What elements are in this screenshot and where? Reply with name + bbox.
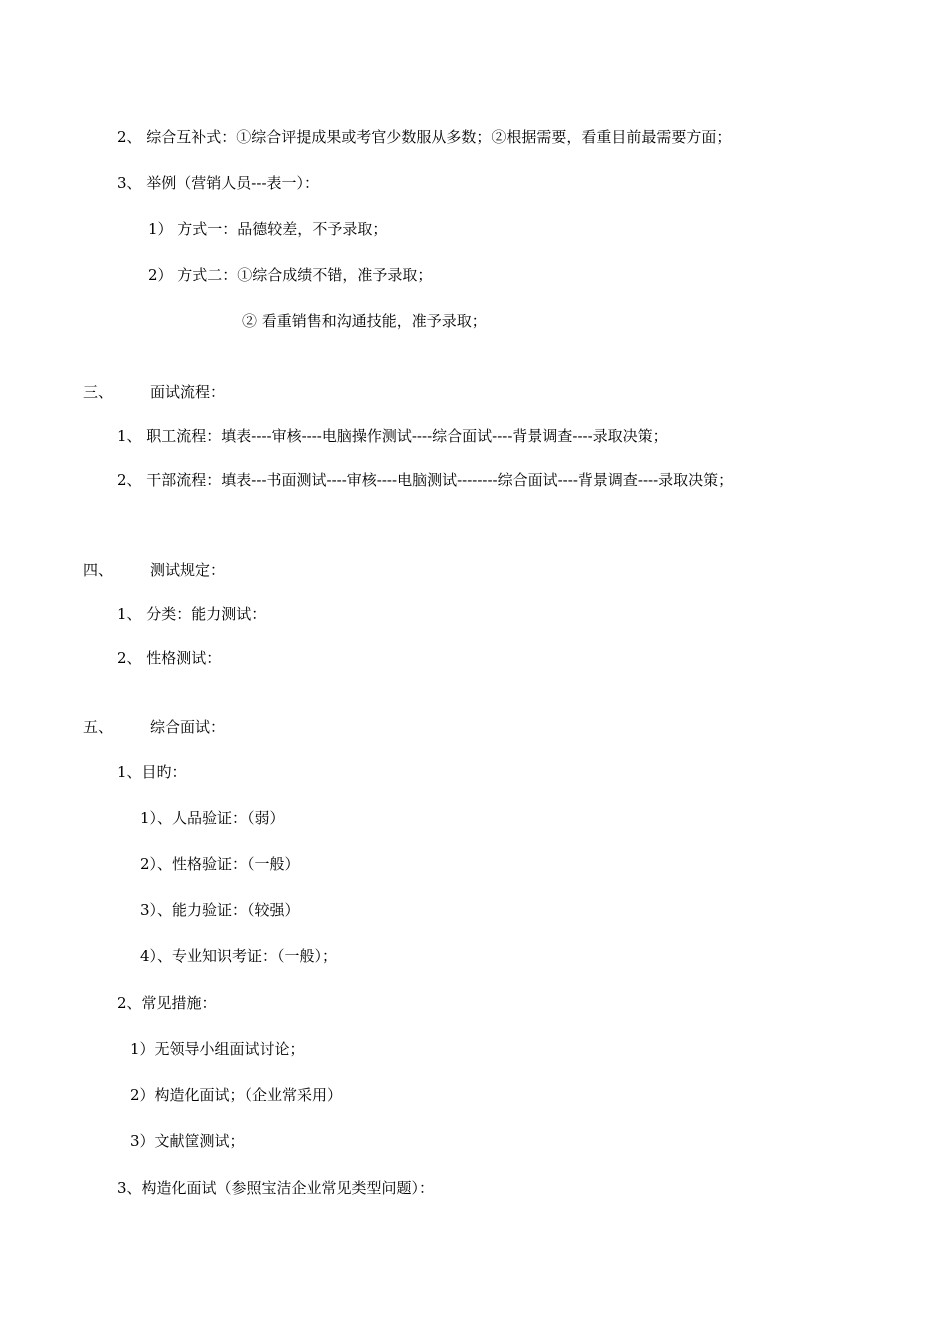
item-structured-interview: 2）构造化面试；（企业常采用） bbox=[130, 1086, 343, 1104]
item-comprehensive-complement: 2、 综合互补式：①综合评提成果或考官少数服从多数；②根据需要，看重目前最需要方面； bbox=[117, 128, 732, 146]
section-five-title: 综合面试： bbox=[150, 718, 226, 736]
section-three-title: 面试流程： bbox=[150, 383, 226, 401]
item-common-methods: 2、常见措施： bbox=[117, 994, 217, 1012]
section-four-title: 测试规定： bbox=[150, 561, 226, 579]
item-character-check: 1）、人品验证：（弱） bbox=[140, 809, 285, 827]
section-three-number: 三、 bbox=[83, 383, 114, 401]
item-example-sales: 3、 举例（营销人员---表一）： bbox=[117, 174, 320, 192]
item-method-two: 2） 方式二：①综合成绩不错，准予录取； bbox=[148, 266, 433, 284]
item-knowledge-check: 4）、专业知识考证：（一般）； bbox=[140, 947, 338, 965]
item-ability-test: 1、 分类：能力测试： bbox=[117, 605, 267, 623]
item-method-two-sub: ② 看重销售和沟通技能，准予录取； bbox=[242, 312, 487, 330]
item-ability-check: 3）、能力验证：（较强） bbox=[140, 901, 300, 919]
item-in-basket-test: 3）文献筐测试； bbox=[130, 1132, 245, 1150]
item-method-one: 1） 方式一：品德较差，不予录取； bbox=[148, 220, 388, 238]
section-five-number: 五、 bbox=[83, 718, 114, 736]
item-cadre-process: 2、 干部流程：填表---书面测试----审核----电脑测试--------综合面试----背景调查----录取决策； bbox=[117, 471, 734, 489]
item-personality-check: 2）、性格验证：（一般） bbox=[140, 855, 300, 873]
item-purpose: 1、目旳： bbox=[117, 763, 187, 781]
item-leaderless-group: 1）无领导小组面试讨论； bbox=[130, 1040, 305, 1058]
item-structured-interview-pg: 3、构造化面试（参照宝洁企业常见类型问题）： bbox=[117, 1179, 435, 1197]
item-personality-test: 2、 性格测试： bbox=[117, 649, 222, 667]
item-staff-process: 1、 职工流程：填表----审核----电脑操作测试----综合面试----背景调查----录取决策； bbox=[117, 427, 668, 445]
section-four-number: 四、 bbox=[83, 561, 114, 579]
